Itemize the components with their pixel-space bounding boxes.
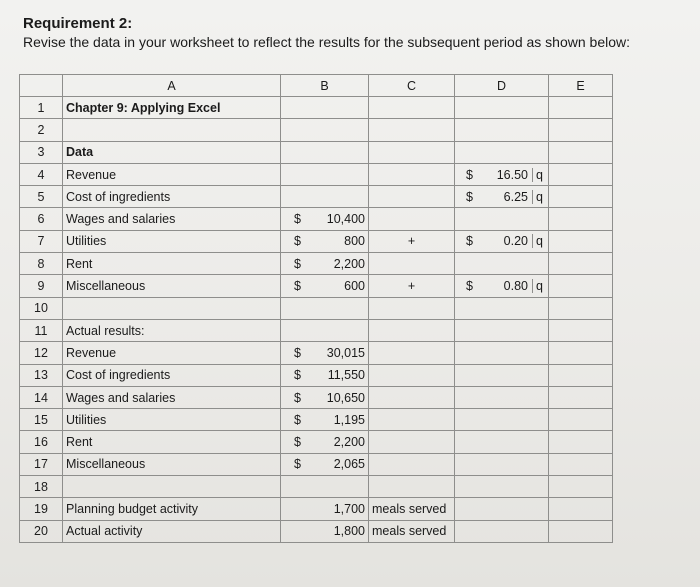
column-header-e[interactable]: E — [549, 75, 613, 97]
cell-c[interactable] — [369, 453, 455, 475]
table-row — [20, 230, 613, 252]
cell-c[interactable] — [369, 119, 455, 141]
cell-b-value: 800 — [344, 234, 365, 249]
cell-b-value: 600 — [344, 279, 365, 294]
currency-sign: $ — [294, 256, 301, 271]
row-number[interactable]: 14 — [20, 386, 63, 408]
cell-b-value: 10,650 — [326, 390, 365, 405]
table-row — [20, 409, 613, 431]
cell-e[interactable] — [549, 119, 613, 141]
cell-e[interactable] — [549, 342, 613, 364]
row-number[interactable]: 2 — [20, 119, 63, 141]
cell-d[interactable] — [455, 253, 549, 275]
cell-c[interactable]: + — [369, 275, 455, 297]
cell-c[interactable]: + — [369, 230, 455, 252]
cell-e[interactable] — [549, 386, 613, 408]
table-row — [20, 476, 613, 498]
cell-c[interactable] — [369, 297, 455, 319]
cell-b-value: 10,400 — [326, 212, 365, 227]
cell-e[interactable] — [549, 163, 613, 185]
cell-d[interactable] — [455, 386, 549, 408]
cell-d[interactable] — [455, 431, 549, 453]
currency-sign: $ — [294, 345, 301, 360]
cell-c[interactable] — [369, 409, 455, 431]
cell-b[interactable] — [281, 186, 369, 208]
cell-e[interactable] — [549, 297, 613, 319]
cell-c[interactable] — [369, 186, 455, 208]
cell-d-value: 0.80 — [503, 279, 528, 294]
row-number[interactable]: 9 — [20, 275, 63, 297]
unit-label: q — [532, 168, 548, 182]
cell-a[interactable]: Actual activity — [63, 520, 281, 542]
cell-d[interactable] — [455, 498, 549, 520]
cell-e[interactable] — [549, 319, 613, 341]
cell-a[interactable]: Cost of ingredients — [63, 186, 281, 208]
cell-e[interactable] — [549, 520, 613, 542]
cell-a[interactable]: Planning budget activity — [63, 498, 281, 520]
cell-d-value: 6.25 — [503, 189, 528, 204]
table-row — [20, 431, 613, 453]
cell-b[interactable] — [281, 409, 369, 431]
cell-b[interactable] — [281, 386, 369, 408]
cell-c[interactable] — [369, 386, 455, 408]
table-row — [20, 163, 613, 185]
unit-label: q — [532, 279, 548, 293]
requirement-title: Requirement 2: — [23, 15, 133, 32]
cell-d[interactable] — [455, 409, 549, 431]
cell-e[interactable] — [549, 453, 613, 475]
row-number[interactable]: 15 — [20, 409, 63, 431]
cell-c[interactable] — [369, 253, 455, 275]
table-row — [20, 186, 613, 208]
row-number[interactable]: 11 — [20, 319, 63, 341]
unit-label: q — [532, 234, 548, 248]
cell-b[interactable]: 1,700 — [281, 498, 369, 520]
row-number[interactable]: 19 — [20, 498, 63, 520]
table-row — [20, 319, 613, 341]
column-header-a[interactable]: A — [63, 75, 281, 97]
currency-sign: $ — [294, 412, 301, 427]
requirement-instruction: Revise the data in your worksheet to reflect the results for the subsequent period as shown below: — [23, 34, 631, 50]
cell-e[interactable] — [549, 364, 613, 386]
cell-b[interactable]: 1,800 — [281, 520, 369, 542]
cell-c[interactable] — [369, 476, 455, 498]
table-row — [20, 141, 613, 163]
cell-b[interactable] — [281, 476, 369, 498]
table-row — [20, 364, 613, 386]
unit-label: q — [532, 190, 548, 204]
table-row — [20, 453, 613, 475]
cell-b[interactable] — [281, 319, 369, 341]
cell-d[interactable] — [455, 342, 549, 364]
cell-c[interactable] — [369, 431, 455, 453]
row-number[interactable]: 12 — [20, 342, 63, 364]
cell-d[interactable] — [455, 297, 549, 319]
table-row — [20, 275, 613, 297]
cell-c[interactable]: meals served — [369, 520, 455, 542]
cell-e[interactable] — [549, 141, 613, 163]
table-row — [20, 498, 613, 520]
cell-b-value: 2,065 — [333, 457, 365, 472]
row-number[interactable]: 18 — [20, 476, 63, 498]
cell-b[interactable] — [281, 230, 369, 252]
cell-d[interactable] — [455, 208, 549, 230]
cell-d[interactable] — [455, 476, 549, 498]
currency-sign: $ — [294, 212, 301, 227]
cell-e[interactable] — [549, 409, 613, 431]
currency-sign: $ — [294, 279, 301, 294]
cell-c[interactable] — [369, 208, 455, 230]
cell-a[interactable]: Wages and salaries — [63, 208, 281, 230]
currency-sign: $ — [466, 279, 473, 294]
cell-b[interactable] — [281, 163, 369, 185]
cell-d[interactable] — [455, 141, 549, 163]
cell-a[interactable] — [63, 119, 281, 141]
cell-b-value: 1,195 — [333, 412, 365, 427]
currency-sign: $ — [294, 457, 301, 472]
table-row — [20, 119, 613, 141]
row-number[interactable]: 7 — [20, 230, 63, 252]
currency-sign: $ — [466, 234, 473, 249]
cell-c[interactable] — [369, 97, 455, 119]
cell-c[interactable]: meals served — [369, 498, 455, 520]
cell-d-value: 16.50 — [496, 167, 528, 182]
currency-sign: $ — [466, 189, 473, 204]
cell-c[interactable] — [369, 342, 455, 364]
cell-a[interactable]: Utilities — [63, 230, 281, 252]
cell-d[interactable] — [455, 520, 549, 542]
cell-a[interactable]: Rent — [63, 253, 281, 275]
cell-b[interactable] — [281, 364, 369, 386]
cell-d[interactable] — [455, 230, 549, 252]
cell-a[interactable] — [63, 476, 281, 498]
cell-e[interactable] — [549, 97, 613, 119]
cell-a[interactable]: Revenue — [63, 342, 281, 364]
cell-d[interactable] — [455, 119, 549, 141]
cell-c[interactable] — [369, 141, 455, 163]
table-row — [20, 97, 613, 119]
cell-b[interactable] — [281, 453, 369, 475]
cell-b-value: 11,550 — [327, 368, 365, 383]
table-row — [20, 342, 613, 364]
cell-d[interactable] — [455, 163, 549, 185]
cell-a[interactable]: Chapter 9: Applying Excel — [63, 97, 281, 119]
column-header-b[interactable]: B — [281, 75, 369, 97]
row-number[interactable]: 3 — [20, 141, 63, 163]
row-number[interactable]: 20 — [20, 520, 63, 542]
cell-e[interactable] — [549, 431, 613, 453]
cell-e[interactable] — [549, 275, 613, 297]
row-number[interactable]: 4 — [20, 163, 63, 185]
cell-b-value: 2,200 — [333, 256, 365, 271]
table-row — [20, 297, 613, 319]
cell-e[interactable] — [549, 476, 613, 498]
currency-sign: $ — [294, 368, 301, 383]
cell-c[interactable] — [369, 163, 455, 185]
column-header-row — [20, 75, 613, 97]
cell-d[interactable] — [455, 275, 549, 297]
cell-d[interactable] — [455, 319, 549, 341]
cell-a[interactable]: Miscellaneous — [63, 275, 281, 297]
cell-d[interactable] — [455, 453, 549, 475]
row-number[interactable]: 6 — [20, 208, 63, 230]
cell-b[interactable] — [281, 97, 369, 119]
cell-b[interactable] — [281, 297, 369, 319]
table-row — [20, 386, 613, 408]
table-row — [20, 520, 613, 542]
corner-cell[interactable] — [20, 75, 63, 97]
cell-b[interactable] — [281, 119, 369, 141]
row-number[interactable]: 13 — [20, 364, 63, 386]
row-number[interactable]: 8 — [20, 253, 63, 275]
worksheet-table — [19, 74, 613, 543]
cell-c[interactable] — [369, 319, 455, 341]
cell-e[interactable] — [549, 186, 613, 208]
currency-sign: $ — [294, 234, 301, 249]
currency-sign: $ — [294, 390, 301, 405]
column-header-d[interactable]: D — [455, 75, 549, 97]
column-header-c[interactable]: C — [369, 75, 455, 97]
cell-a[interactable]: Actual results: — [63, 319, 281, 341]
cell-d[interactable] — [455, 97, 549, 119]
row-number[interactable]: 10 — [20, 297, 63, 319]
cell-d[interactable] — [455, 186, 549, 208]
cell-b-value: 2,200 — [333, 435, 365, 450]
row-number[interactable]: 16 — [20, 431, 63, 453]
cell-e[interactable] — [549, 230, 613, 252]
cell-d[interactable] — [455, 364, 549, 386]
table-row — [20, 208, 613, 230]
requirement-header — [23, 14, 630, 51]
cell-b[interactable] — [281, 342, 369, 364]
cell-a[interactable]: Revenue — [63, 163, 281, 185]
row-number[interactable]: 5 — [20, 186, 63, 208]
cell-e[interactable] — [549, 208, 613, 230]
row-number[interactable]: 1 — [20, 97, 63, 119]
cell-a[interactable]: Data — [63, 141, 281, 163]
cell-e[interactable] — [549, 498, 613, 520]
cell-a[interactable]: Wages and salaries — [63, 386, 281, 408]
cell-b[interactable] — [281, 275, 369, 297]
cell-e[interactable] — [549, 253, 613, 275]
cell-b[interactable] — [281, 253, 369, 275]
table-row — [20, 253, 613, 275]
cell-c[interactable] — [369, 364, 455, 386]
cell-d-value: 0.20 — [503, 234, 528, 249]
cell-a[interactable] — [63, 297, 281, 319]
row-number[interactable]: 17 — [20, 453, 63, 475]
cell-b[interactable] — [281, 208, 369, 230]
cell-b[interactable] — [281, 141, 369, 163]
cell-a[interactable]: Cost of ingredients — [63, 364, 281, 386]
cell-b[interactable] — [281, 431, 369, 453]
currency-sign: $ — [294, 435, 301, 450]
cell-b-value: 30,015 — [326, 345, 365, 360]
cell-a[interactable]: Rent — [63, 431, 281, 453]
cell-a[interactable]: Miscellaneous — [63, 453, 281, 475]
cell-a[interactable]: Utilities — [63, 409, 281, 431]
currency-sign: $ — [466, 167, 473, 182]
